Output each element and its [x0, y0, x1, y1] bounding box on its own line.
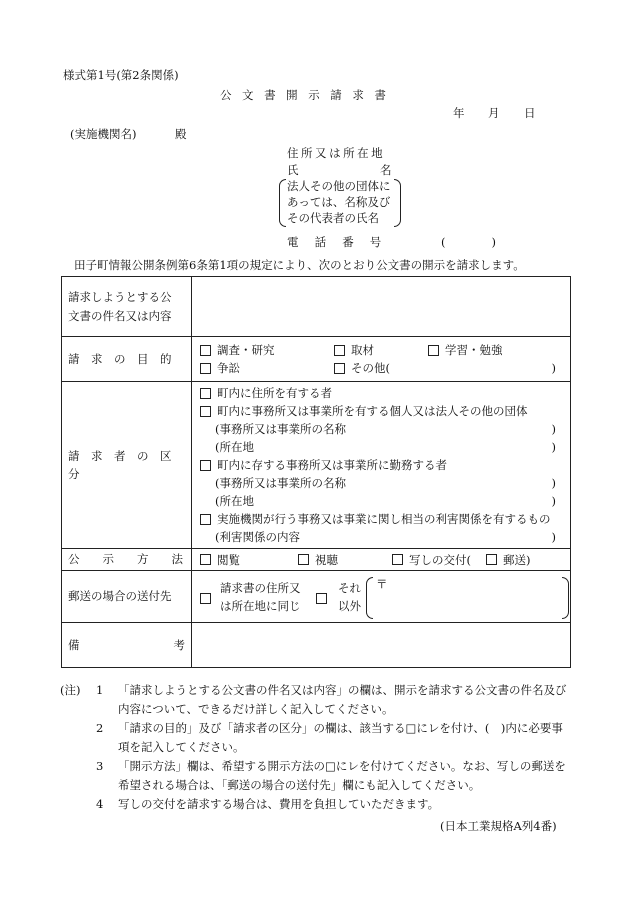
method-label: 公 示 方 法 [62, 549, 192, 571]
request-form-table [61, 276, 571, 668]
applicant-address-label: 住所又は所在地 [287, 146, 386, 160]
applicant-name-label-left: 氏 [287, 163, 299, 177]
date-day: 日 [524, 106, 536, 120]
category-options-cell [192, 382, 571, 549]
remarks-label: 備 考 [62, 623, 192, 668]
form-number: 様式第1号(第2条関係) [63, 68, 179, 82]
checkbox-icon[interactable] [200, 554, 211, 565]
mail-other-checkbox-icon[interactable] [316, 593, 327, 604]
note-item: 2 「請求の目的」及び「請求者の区分」の欄は、該当する□にレを付け、( )内に必要事項を記入してください。 [96, 721, 563, 754]
purpose-options-cell [192, 337, 571, 382]
category-label: 請 求 者 の 区 分 [62, 382, 192, 549]
purpose-option-study[interactable]: 学習・勉強 [428, 342, 503, 358]
checkbox-icon[interactable] [334, 363, 345, 374]
category-option-interested[interactable]: 実施機関が行う事務又は事業に関し相当の利害関係を有するもの [200, 510, 562, 528]
corp-note-line-2: あっては、名称及び [287, 195, 391, 209]
row-category [62, 382, 571, 549]
row-mail-destination [62, 571, 571, 623]
category-worker-office-name[interactable]: (事務所又は事業所の名称 ) [215, 476, 556, 490]
doc-name-label-line-2: 文書の件名又は内容 [68, 308, 172, 323]
row-method [62, 549, 571, 571]
corp-note-line-3: その代表者の氏名 [287, 211, 379, 225]
purpose-label: 請 求 の 目 的 [62, 337, 192, 382]
method-option-listening[interactable]: 視聴 [298, 552, 338, 568]
corp-note-line-1: 法人その他の団体に [287, 179, 391, 193]
purpose-option-research[interactable]: 調査・研究 [200, 342, 275, 358]
checkbox-icon[interactable] [200, 363, 211, 374]
purpose-option-litigation[interactable]: 争訟 [200, 360, 240, 376]
mail-options-cell [192, 571, 571, 623]
purpose-option-other[interactable]: その他( [334, 360, 390, 376]
category-business-address[interactable]: (所在地 ) [215, 440, 556, 454]
doc-name-input-cell[interactable] [192, 277, 571, 337]
note-item: 3 「開示方法」欄は、希望する開示方法の□にレを付けてください。なお、写しの郵送を希望される場合は、「郵送の場合の送付先」欄にも記入してください。 [96, 759, 566, 792]
method-options-cell [192, 549, 571, 571]
mail-bracket-right [562, 577, 569, 619]
note-item: (注) 1 「請求しようとする公文書の件名又は内容」の欄は、開示を請求する公文書の件名及び内容について、できるだけ詳しく記入してください。 [60, 683, 567, 716]
footer-standard: (日本工業規格A列4番) [440, 819, 557, 833]
checkbox-icon[interactable] [200, 388, 211, 399]
row-purpose [62, 337, 571, 382]
corp-bracket-left [279, 179, 286, 227]
date-month: 月 [488, 106, 500, 120]
intro-text: 田子町情報公開条例第6条第1項の規定により、次のとおり公文書の開示を請求します。 [74, 258, 525, 272]
phone-paren: ( ) [441, 235, 496, 249]
category-interest-detail[interactable]: (利害関係の内容 ) [215, 530, 556, 544]
category-worker-address[interactable]: (所在地 ) [215, 494, 556, 508]
method-option-mail[interactable]: 郵送) [486, 552, 531, 568]
category-business-office-name[interactable]: (事務所又は事業所の名称 ) [215, 422, 556, 436]
checkbox-icon[interactable] [392, 554, 403, 565]
purpose-option-coverage[interactable]: 取材 [334, 342, 374, 358]
date-year: 年 [453, 106, 465, 120]
mail-option-same-address[interactable]: 請求書の住所又 は所在地に同じ [220, 580, 301, 613]
applicant-name-label-right: 名 [380, 163, 392, 177]
mail-same-checkbox-icon[interactable] [200, 593, 211, 604]
mail-bracket-left [366, 577, 373, 619]
purpose-other-close: ) [551, 361, 556, 375]
addressee-label: (実施機関名) [70, 127, 137, 141]
method-option-viewing[interactable]: 閲覧 [200, 552, 240, 568]
row-document-name [62, 277, 571, 337]
checkbox-icon[interactable] [428, 345, 439, 356]
phone-label: 電 話 番 号 [287, 235, 384, 249]
addressee-suffix: 殿 [175, 127, 187, 141]
mail-label: 郵送の場合の送付先 [62, 571, 192, 623]
checkbox-icon[interactable] [200, 514, 211, 525]
checkbox-icon[interactable] [486, 554, 497, 565]
category-option-worker[interactable]: 町内に存する事務所又は事業所に勤務する者 [200, 456, 562, 474]
checkbox-icon[interactable] [200, 406, 211, 417]
notes-section [60, 681, 570, 814]
postal-mark-icon: 〒 [376, 576, 388, 591]
corp-bracket-right [394, 179, 401, 227]
mail-address-input[interactable] [386, 581, 556, 613]
remarks-input-cell[interactable] [192, 623, 571, 668]
doc-name-label [62, 277, 192, 337]
row-remarks [62, 623, 571, 668]
page-title: 公 文 書 開 示 請 求 書 [220, 88, 390, 102]
method-option-copy[interactable]: 写しの交付( [392, 552, 471, 568]
mail-option-other[interactable]: それ 以外 [338, 580, 361, 613]
note-item: 4 写しの交付を請求する場合は、費用を負担していただきます。 [96, 797, 440, 811]
category-option-resident[interactable]: 町内に住所を有する者 [200, 384, 562, 402]
checkbox-icon[interactable] [334, 345, 345, 356]
checkbox-icon[interactable] [200, 460, 211, 471]
checkbox-icon[interactable] [200, 345, 211, 356]
doc-name-label-line-1: 請求しようとする公 [68, 290, 172, 305]
checkbox-icon[interactable] [298, 554, 309, 565]
category-option-business[interactable]: 町内に事務所又は事業所を有する個人又は法人その他の団体 [200, 402, 562, 420]
